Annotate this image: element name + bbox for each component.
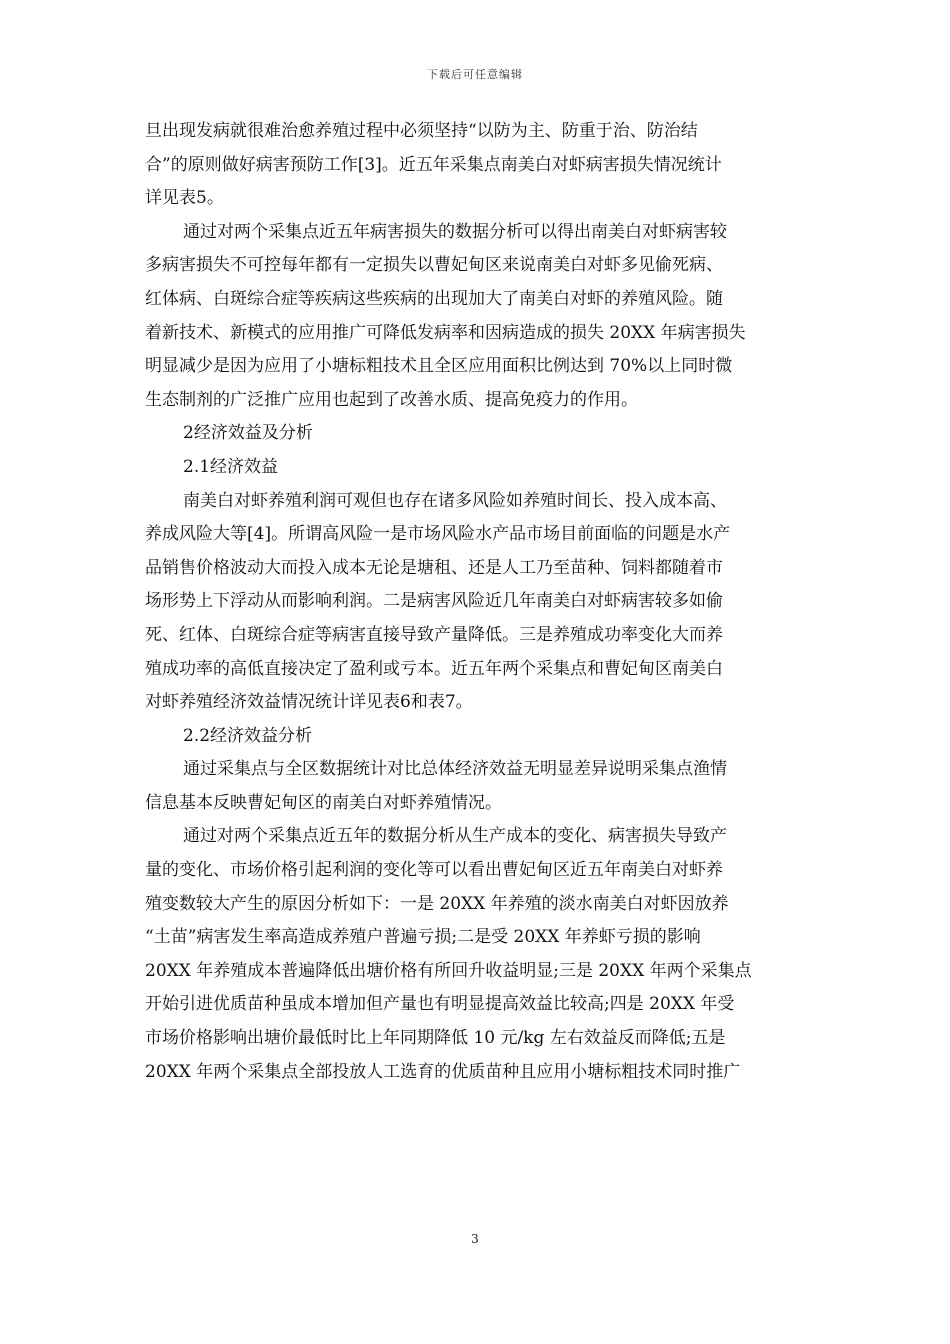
text-line: 品销售价格波动大而投入成本无论是塘租、还是人工乃至苗种、饲料都随着市 <box>145 557 723 578</box>
text-line: 信息基本反映曹妃甸区的南美白对虾养殖情况。 <box>145 792 502 813</box>
text-line: 多病害损失不可控每年都有一定损失以曹妃甸区来说南美白对虾多见偷死病、 <box>145 255 723 276</box>
text-line: 明显减少是因为应用了小塘标粗技术且全区应用面积比例达到 70%以上同时微 <box>145 356 733 377</box>
text-line: 殖变数较大产生的原因分析如下：一是 20XX 年养殖的淡水南美白对虾因放养 <box>145 893 729 914</box>
text-line: 2.1经济效益 <box>183 456 279 477</box>
text-line: 市场价格影响出塘价最低时比上年同期降低 10 元/kg 左右效益反而降低;五是 <box>145 1028 726 1049</box>
text-line: 死、红体、白斑综合症等病害直接导致产量降低。三是养殖成功率变化大而养 <box>145 624 723 645</box>
text-line: 详见表5。 <box>145 188 224 209</box>
text-line: 开始引进优质苗种虽成本增加但产量也有明显提高效益比较高;四是 20XX 年受 <box>145 994 735 1015</box>
text-line: 旦出现发病就很难治愈养殖过程中必须坚持“以防为主、防重于治、防治结 <box>145 121 698 141</box>
text-line: 20XX 年两个采集点全部投放人工选育的优质苗种且应用小塘标粗技术同时推广 <box>145 1061 741 1082</box>
text-line: 场形势上下浮动从而影响利润。二是病害风险近几年南美白对虾病害较多如偷 <box>145 591 723 612</box>
page-number: 3 <box>471 1232 479 1246</box>
text-line: 合”的原则做好病害预防工作[3]。近五年采集点南美白对虾病害损失情况统计 <box>145 154 722 175</box>
text-line: 着新技术、新模式的应用推广可降低发病率和因病造成的损失 20XX 年病害损失 <box>145 322 746 343</box>
document-body <box>145 115 807 1089</box>
text-line: 2.2经济效益分析 <box>183 725 313 746</box>
text-line: 红体病、白斑综合症等疾病这些疾病的出现加大了南美白对虾的养殖风险。随 <box>145 288 723 309</box>
page-header: 下载后可任意编辑 <box>427 68 523 81</box>
text-line: 2经济效益及分析 <box>183 423 313 444</box>
text-line: 通过对两个采集点近五年的数据分析从生产成本的变化、病害损失导致产 <box>183 826 727 847</box>
text-line: 20XX 年养殖成本普遍降低出塘价格有所回升收益明显;三是 20XX 年两个采集点 <box>145 960 752 981</box>
text-line: 养成风险大等[4]。所谓高风险一是市场风险水产品市场目前面临的问题是水产 <box>145 524 731 545</box>
text-line: “土苗”病害发生率高造成养殖户普遍亏损;二是受 20XX 年养虾亏损的影响 <box>145 927 701 948</box>
text-line: 通过对两个采集点近五年病害损失的数据分析可以得出南美白对虾病害较 <box>183 221 727 242</box>
text-line: 对虾养殖经济效益情况统计详见表6和表7。 <box>145 692 473 713</box>
text-line: 殖成功率的高低直接决定了盈利或亏本。近五年两个采集点和曹妃甸区南美白 <box>145 658 723 679</box>
text-line: 生态制剂的广泛推广应用也起到了改善水质、提高免疫力的作用。 <box>145 389 638 410</box>
text-line: 通过采集点与全区数据统计对比总体经济效益无明显差异说明采集点渔情 <box>183 759 727 780</box>
text-line: 南美白对虾养殖利润可观但也存在诸多风险如养殖时间长、投入成本高、 <box>183 490 727 511</box>
text-line: 量的变化、市场价格引起利润的变化等可以看出曹妃甸区近五年南美白对虾养 <box>145 860 723 881</box>
